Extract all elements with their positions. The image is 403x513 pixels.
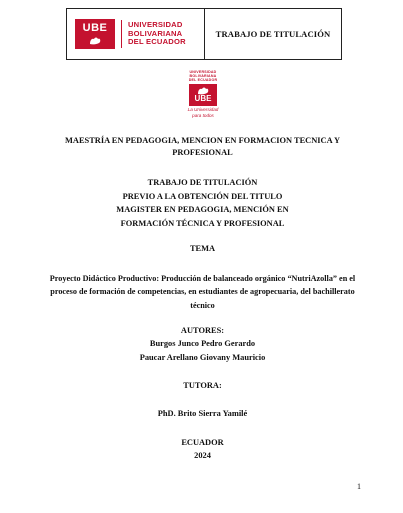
topic-heading: TEMA	[189, 244, 216, 253]
university-name-line2: BOLIVARIANA	[128, 28, 183, 38]
center-logo-line2: BOLIVARIANA	[189, 74, 217, 79]
author-name: Paucar Arellano Giovany Mauricio	[139, 352, 266, 362]
header-box	[66, 8, 342, 60]
authors-block	[40, 324, 365, 364]
center-logo-line1: UNIVERSIDAD	[189, 70, 217, 74]
tutor-heading: TUTORA:	[183, 381, 222, 390]
center-logo-badge	[189, 84, 217, 106]
place-block	[40, 436, 365, 463]
header-logo	[67, 9, 205, 59]
country: ECUADOR	[181, 438, 224, 447]
authors-heading: AUTORES:	[180, 326, 225, 335]
university-name	[128, 21, 186, 47]
header-title: TRABAJO DE TITULACIÓN	[215, 29, 331, 39]
center-logo-line3: DEL ECUADOR	[188, 78, 218, 83]
program-line2: PROFESIONAL	[172, 148, 233, 158]
page-number: 1	[357, 482, 361, 491]
degree-line1: TRABAJO DE TITULACIÓN	[147, 178, 258, 187]
topic-line1: Proyecto Didáctico Productivo: Producción de balanceado orgánico “NutriAzolla” en el	[49, 274, 356, 283]
ube-logo-mark	[75, 19, 115, 49]
year: 2024	[194, 451, 211, 461]
logo-abbr: UBE	[82, 22, 108, 34]
degree-line3: MAGISTER EN PEDAGOGIA, MENCIÓN EN	[116, 205, 289, 215]
hand-emblem-icon	[88, 36, 102, 45]
center-logo	[175, 70, 231, 132]
degree-line4: FORMACIÓN TÉCNICA Y PROFESIONAL	[120, 218, 285, 228]
author-name: Burgos Junco Pedro Gerardo	[149, 339, 256, 349]
university-name-line1: UNIVERSIDAD	[128, 20, 183, 30]
slogan-line1: La Universidad	[187, 106, 219, 112]
degree-block	[40, 176, 365, 230]
logo-divider	[121, 20, 122, 48]
center-logo-abbr: UBE	[194, 93, 212, 103]
program-title	[40, 135, 365, 160]
topic-line2: proceso de formación de competencias, en estudiantes de agropecuaria, del bachillerato	[50, 287, 355, 297]
topic-text	[28, 272, 377, 312]
degree-line2: PREVIO A LA OBTENCIÓN DEL TITULO	[122, 191, 283, 201]
slogan-line2: para todos	[192, 113, 214, 119]
tutor-name: PhD. Brito Sierra Yamilé	[157, 409, 248, 418]
university-name-line3: DEL ECUADOR	[128, 37, 186, 47]
topic-line3: técnico	[190, 300, 215, 310]
program-line1: MAESTRÍA EN PEDAGOGIA, MENCION EN FORMACION TECNICA Y	[65, 136, 340, 145]
